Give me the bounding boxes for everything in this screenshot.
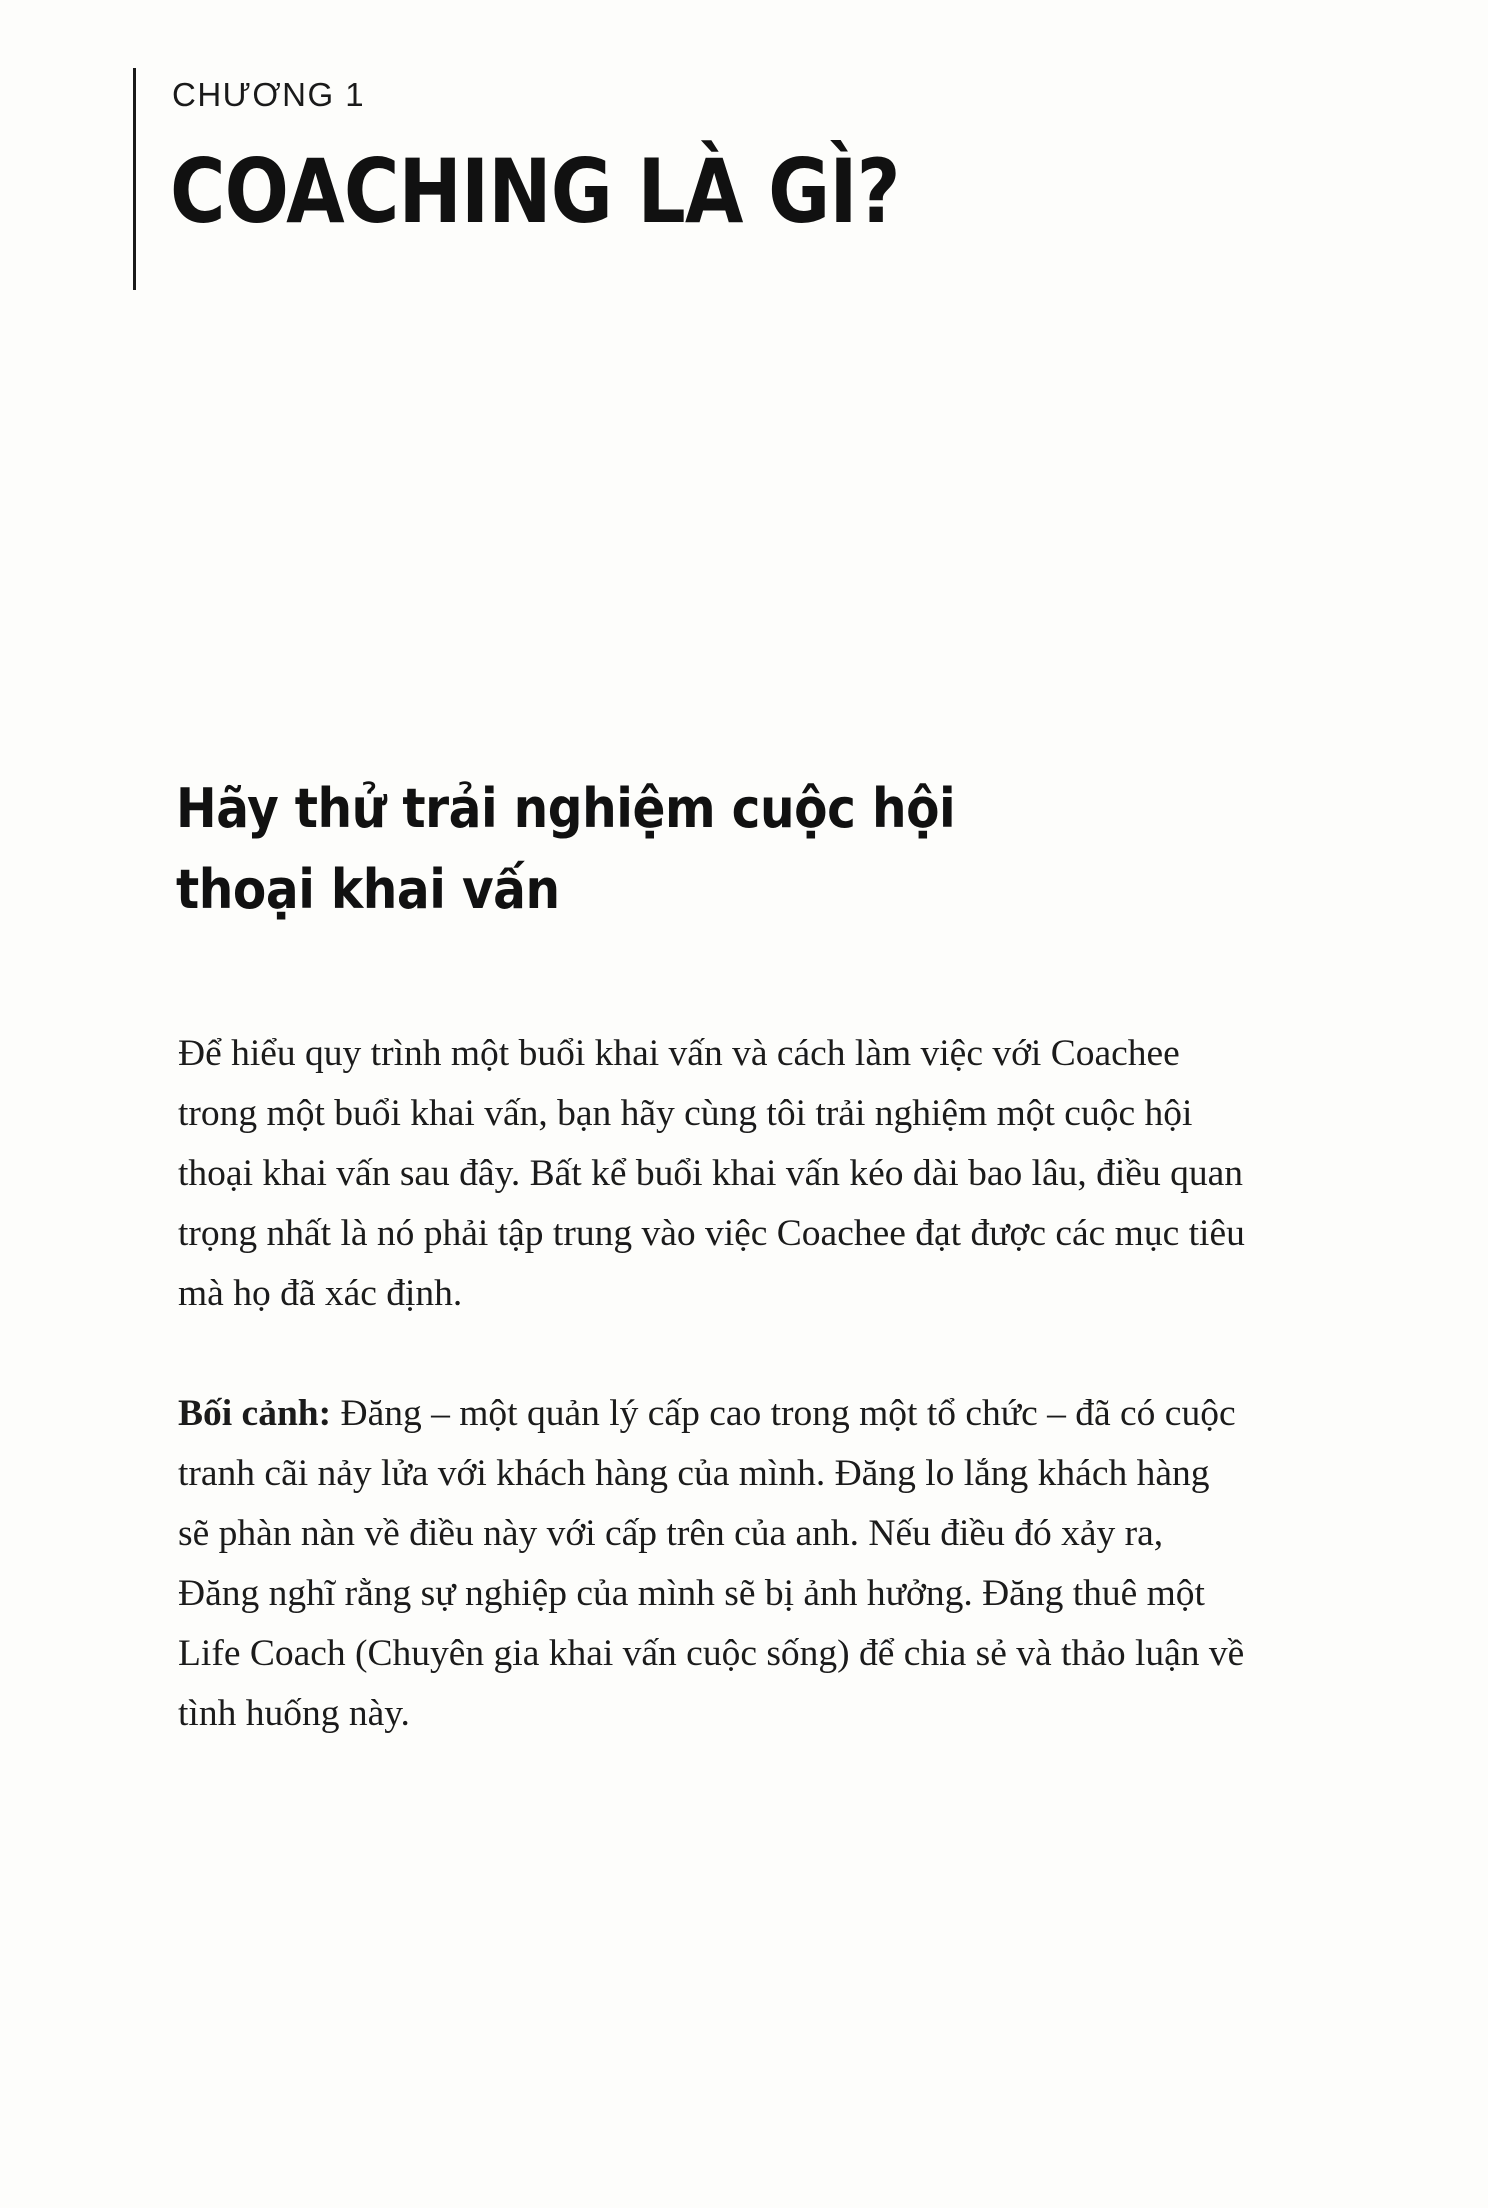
paragraph-line: mà họ đã xác định.	[178, 1273, 463, 1314]
chapter-divider-bar	[133, 68, 136, 290]
paragraph-line: trong một buổi khai vấn, bạn hãy cùng tôi trải nghiệm một cuộc hội	[178, 1093, 1193, 1134]
chapter-title: COACHING LÀ GÌ?	[170, 140, 900, 243]
context-first-line-text: Đăng – một quản lý cấp cao trong một tổ chức – đã có cuộc	[331, 1393, 1236, 1434]
intro-paragraph	[178, 1024, 1358, 1324]
paragraph-line: thoại khai vấn sau đây. Bất kể buổi khai vấn kéo dài bao lâu, điều quan	[178, 1153, 1243, 1194]
paragraph-line: Life Coach (Chuyên gia khai vấn cuộc sống) để chia sẻ và thảo luận về	[178, 1633, 1245, 1674]
context-paragraph	[178, 1384, 1358, 1744]
paragraph-line: sẽ phàn nàn về điều này với cấp trên của anh. Nếu điều đó xảy ra,	[178, 1513, 1164, 1554]
section-heading	[176, 768, 1166, 930]
paragraph-line: tình huống này.	[178, 1693, 410, 1734]
context-label: Bối cảnh:	[178, 1393, 332, 1434]
paragraph-line: Đăng nghĩ rằng sự nghiệp của mình sẽ bị ảnh hưởng. Đăng thuê một	[178, 1573, 1205, 1614]
paragraph-line	[178, 1384, 1358, 1444]
paragraph-line: tranh cãi nảy lửa với khách hàng của mình. Đăng lo lắng khách hàng	[178, 1453, 1210, 1494]
paragraph-line: trọng nhất là nó phải tập trung vào việc Coachee đạt được các mục tiêu	[178, 1213, 1245, 1254]
chapter-label: CHƯƠNG 1	[172, 76, 366, 113]
paragraph-line: Để hiểu quy trình một buổi khai vấn và cách làm việc với Coachee	[178, 1033, 1180, 1074]
section-heading-line: thoại khai vấn	[176, 858, 560, 921]
section-heading-line: Hãy thử trải nghiệm cuộc hội	[176, 777, 956, 840]
